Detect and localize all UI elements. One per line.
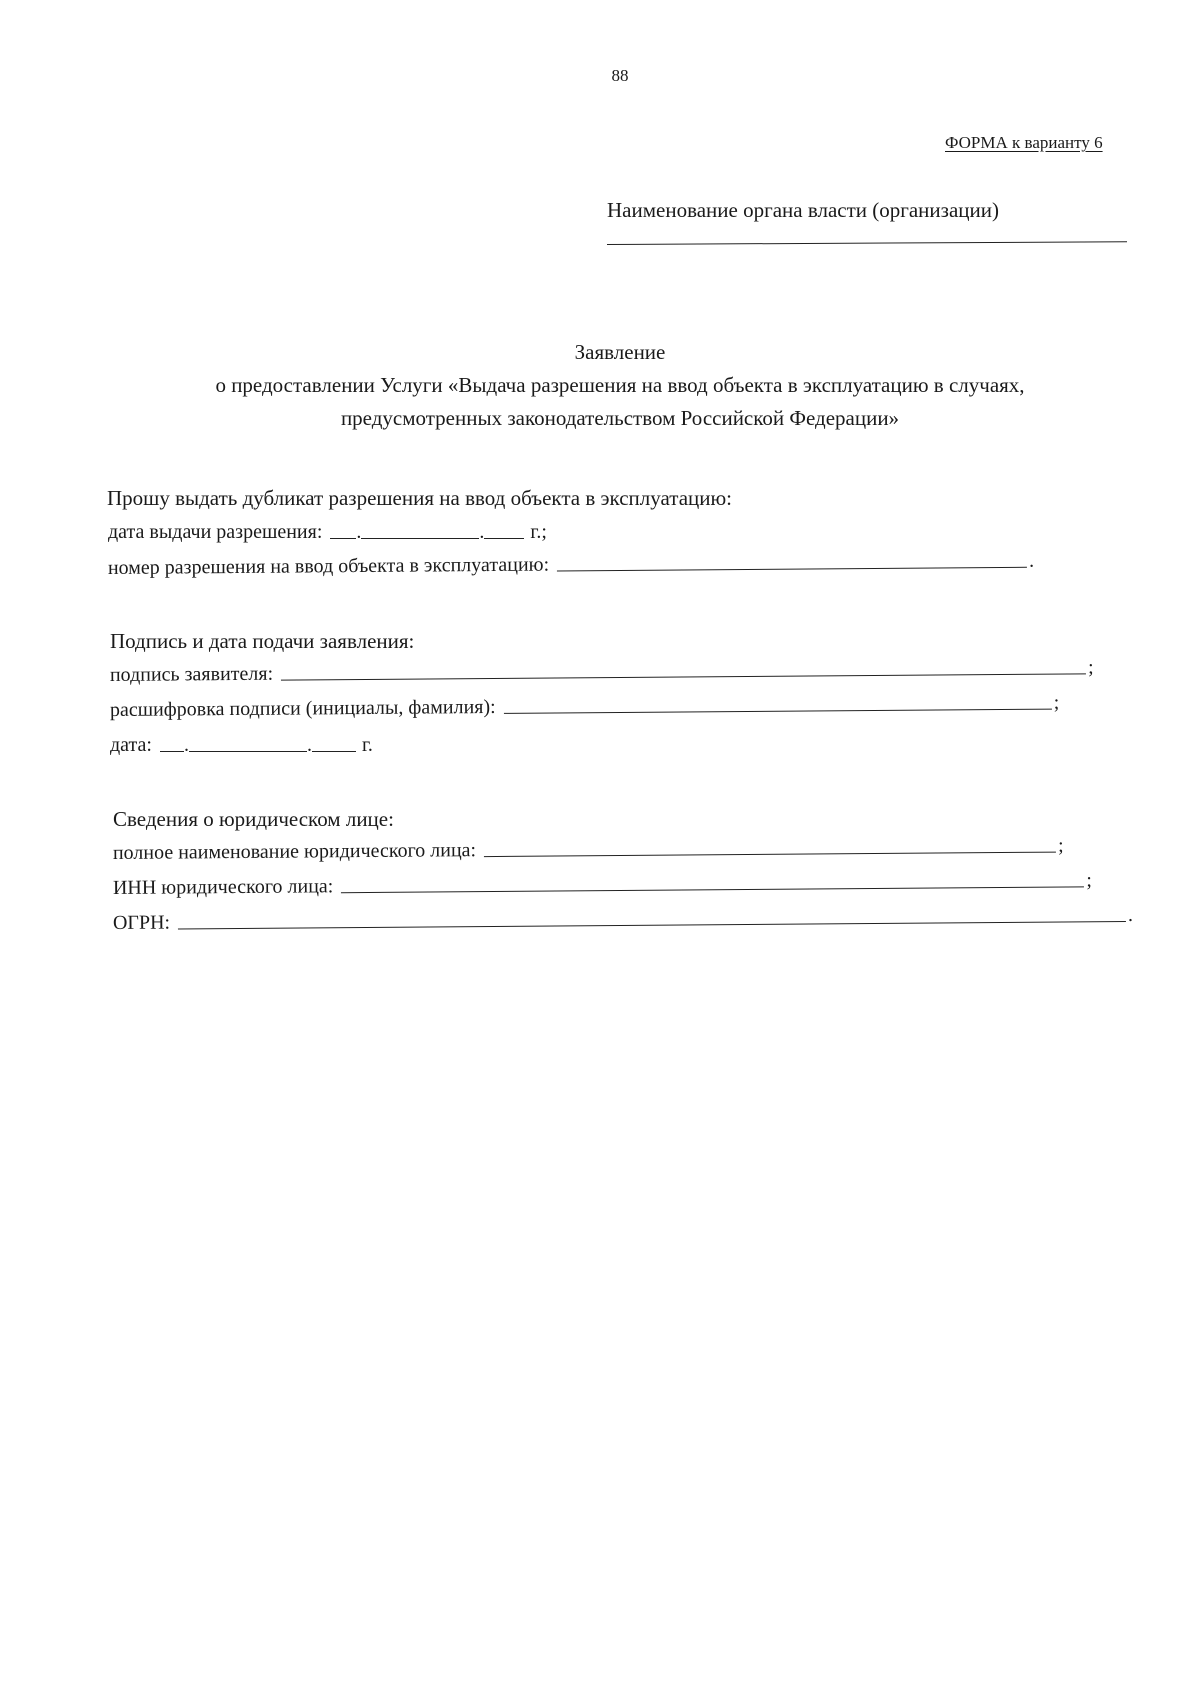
submission-date-row: дата: . . г.: [110, 734, 373, 756]
request-heading: Прошу выдать дубликат разрешения на ввод объекта в эксплуатацию:: [107, 486, 733, 510]
submission-date-year-field[interactable]: [312, 733, 356, 752]
submission-date-month-field[interactable]: [189, 733, 307, 752]
document-title: [120, 336, 1120, 435]
title-line-2: о предоставлении Услуги «Выдача разрешения на ввод объекта в эксплуатацию в случаях,: [215, 373, 1025, 397]
legal-entity-name-row: полное наименование юридического лица: ;: [112, 834, 1064, 865]
authority-label: Наименование органа власти (организации): [607, 198, 999, 222]
signature-decryption-row: расшифровка подписи (инициалы, фамилия): ;: [109, 691, 1060, 722]
submission-date-label: дата:: [110, 734, 152, 756]
issue-date-year-field[interactable]: [484, 520, 524, 539]
applicant-signature-field[interactable]: [281, 655, 1086, 680]
legal-entity-name-label: полное наименование юридического лица:: [112, 839, 477, 865]
issue-date-month-field[interactable]: [361, 520, 479, 539]
applicant-signature-label: подпись заявителя:: [109, 662, 274, 687]
issue-date-year-suffix: г.;: [530, 521, 547, 543]
signature-heading: Подпись и дата подачи заявления:: [110, 629, 415, 653]
form-reference: ФОРМА к варианту 6: [945, 133, 1103, 152]
legal-entity-ogrn-field[interactable]: [178, 903, 1126, 929]
legal-entity-inn-row: ИНН юридического лица: ;: [112, 869, 1092, 900]
permit-number-field[interactable]: [557, 549, 1027, 572]
legal-entity-ogrn-label: ОГРН:: [112, 911, 171, 935]
issue-date-label: дата выдачи разрешения:: [108, 521, 323, 543]
issue-date-day-field[interactable]: [330, 520, 356, 539]
title-line-1: Заявление: [574, 340, 666, 364]
title-line-3: предусмотренных законодательством Российской Федерации»: [340, 406, 900, 430]
legal-entity-ogrn-row: ОГРН: .: [112, 903, 1134, 935]
submission-date-year-suffix: г.: [361, 734, 373, 756]
legal-entity-inn-label: ИНН юридического лица:: [112, 875, 334, 900]
issue-date-row: дата выдачи разрешения: . . г.;: [108, 521, 547, 543]
applicant-signature-row: подпись заявителя: ;: [109, 656, 1094, 687]
signature-decryption-label: расшифровка подписи (инициалы, фамилия):: [109, 695, 496, 722]
legal-entity-inn-field[interactable]: [341, 868, 1084, 893]
signature-decryption-field[interactable]: [504, 691, 1052, 714]
authority-name-field[interactable]: [607, 241, 1127, 245]
legal-entity-heading: Сведения о юридическом лице:: [113, 807, 394, 831]
submission-date-day-field[interactable]: [160, 733, 184, 752]
permit-number-row: номер разрешения на ввод объекта в эксплуатацию: .: [107, 549, 1035, 580]
permit-number-label: номер разрешения на ввод объекта в эксплуатацию:: [107, 553, 550, 580]
legal-entity-name-field[interactable]: [484, 834, 1056, 857]
page-number: 88: [611, 66, 629, 85]
